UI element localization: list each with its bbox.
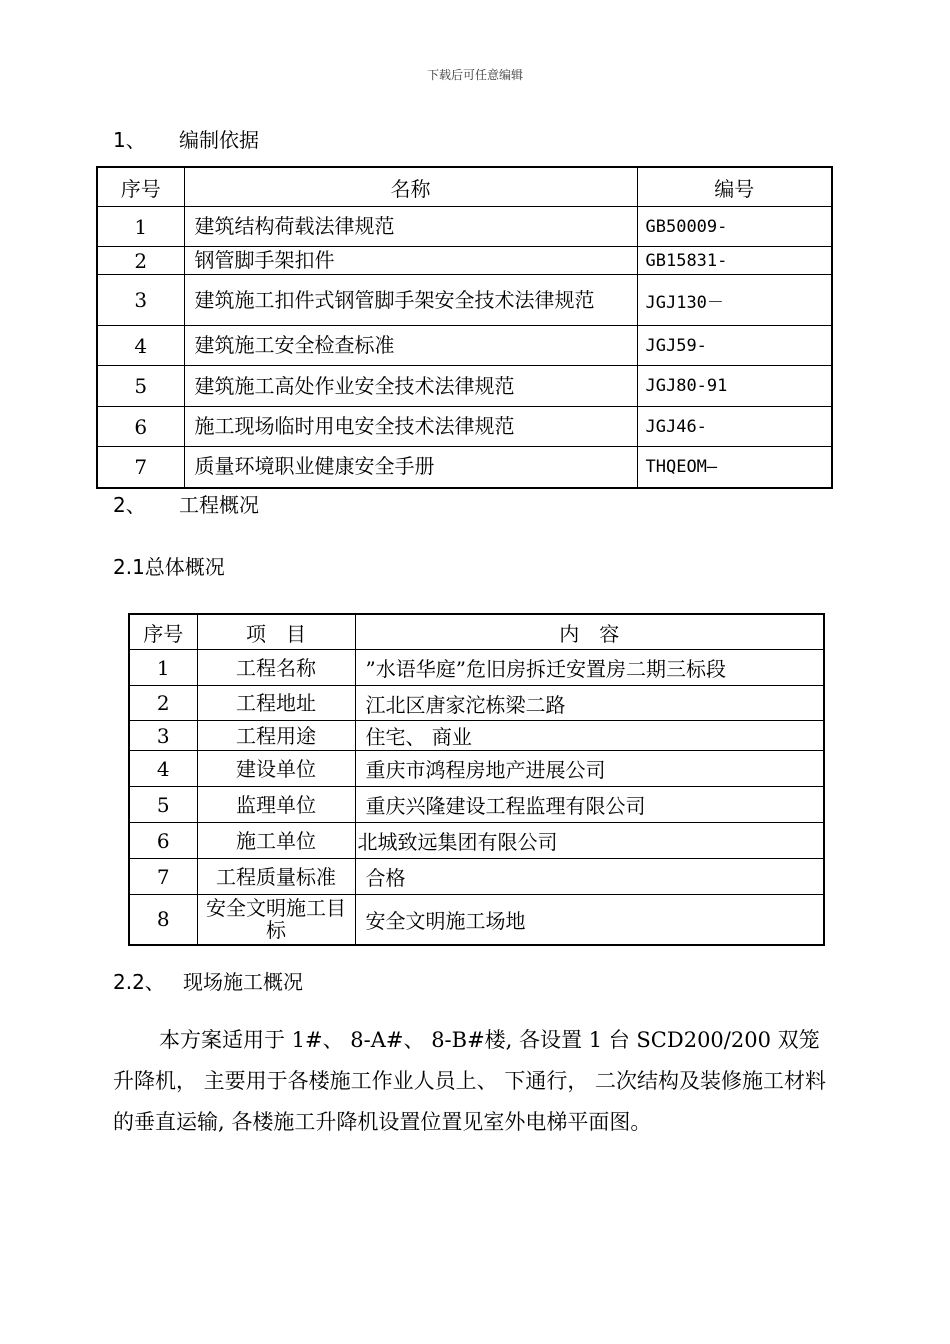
cell-code: GB50009- [637, 207, 832, 247]
cell-name: 建筑结构荷载法律规范 [184, 207, 637, 247]
body-paragraph [113, 1020, 838, 1143]
table-row [97, 447, 832, 488]
table-row [129, 650, 824, 686]
table-row [129, 686, 824, 721]
paragraph-text: 本方案适用于 1#、 8-A#、 8-B#楼, 各设置 1 台 SCD200/200 双笼升降机， 主要用于各楼施工作业人员上、 下通行， 二次结构及装修施工材料的垂直运输, 各楼施工升降机设置位置见室外电梯平面图。 [113, 1028, 827, 1134]
cell-code: GB15831- [637, 247, 832, 275]
column-header: 序号 [129, 614, 197, 650]
table-header-row [97, 167, 832, 207]
table-row [97, 275, 832, 326]
table-row [97, 207, 832, 247]
cell-content: 重庆兴隆建设工程监理有限公司 [355, 787, 824, 823]
cell-no: 7 [129, 859, 197, 895]
column-header: 项 目 [197, 614, 355, 650]
cell-content: 合格 [355, 859, 824, 895]
cell-no: 4 [97, 326, 184, 366]
cell-content: ”水语华庭”危旧房拆迁安置房二期三标段 [355, 650, 824, 686]
cell-item: 安全文明施工目标 [197, 895, 355, 945]
page-header: 下载后可任意编辑 [426, 68, 523, 82]
cell-no: 3 [129, 721, 197, 751]
cell-no: 3 [97, 275, 184, 326]
cell-no: 6 [97, 407, 184, 447]
table-row [129, 859, 824, 895]
table-header-row [129, 614, 824, 650]
cell-no: 1 [97, 207, 184, 247]
column-header: 序号 [97, 167, 184, 207]
section-number: 1、 [113, 128, 146, 152]
cell-code: JGJ59- [637, 326, 832, 366]
table-row [129, 787, 824, 823]
cell-content: 重庆市鸿程房地产进展公司 [355, 751, 824, 787]
cell-content: 住宅、 商业 [355, 721, 824, 751]
table-row [129, 895, 824, 945]
cell-no: 2 [129, 686, 197, 721]
section-heading-2-1: 2.1总体概况 [113, 555, 225, 579]
table-row [97, 366, 832, 407]
section-heading-2-2 [113, 966, 303, 995]
section-title: 编制依据 [179, 128, 259, 152]
section-number: 2.2、 [113, 970, 165, 994]
cell-content: 江北区唐家沱栋梁二路 [355, 686, 824, 721]
cell-code: JGJ130－ [637, 275, 832, 326]
cell-code: THQEOM— [637, 447, 832, 488]
cell-item: 建设单位 [197, 751, 355, 787]
section-title: 工程概况 [179, 493, 259, 517]
cell-item: 工程质量标准 [197, 859, 355, 895]
cell-item: 工程名称 [197, 650, 355, 686]
cell-item: 工程地址 [197, 686, 355, 721]
table-row [129, 721, 824, 751]
section-heading-1 [113, 124, 259, 153]
cell-name: 钢管脚手架扣件 [184, 247, 637, 275]
table-row [97, 247, 832, 275]
cell-item: 工程用途 [197, 721, 355, 751]
cell-name: 施工现场临时用电安全技术法律规范 [184, 407, 637, 447]
column-header: 名称 [184, 167, 637, 207]
cell-name: 质量环境职业健康安全手册 [184, 447, 637, 488]
section-heading-2 [113, 489, 259, 518]
section-title: 现场施工概况 [183, 970, 303, 994]
cell-code: JGJ46- [637, 407, 832, 447]
basis-table [96, 166, 833, 489]
table-row [129, 751, 824, 787]
cell-content: 安全文明施工场地 [355, 895, 824, 945]
cell-no: 5 [97, 366, 184, 407]
cell-content: 北城致远集团有限公司 [355, 823, 824, 859]
cell-name: 建筑施工安全检查标准 [184, 326, 637, 366]
table-row [97, 407, 832, 447]
cell-item: 监理单位 [197, 787, 355, 823]
cell-no: 4 [129, 751, 197, 787]
cell-name: 建筑施工高处作业安全技术法律规范 [184, 366, 637, 407]
cell-no: 1 [129, 650, 197, 686]
cell-no: 6 [129, 823, 197, 859]
table-row [129, 823, 824, 859]
section-number: 2、 [113, 493, 146, 517]
cell-no: 8 [129, 895, 197, 945]
column-header: 内 容 [355, 614, 824, 650]
cell-no: 2 [97, 247, 184, 275]
overview-table [128, 613, 825, 946]
cell-no: 7 [97, 447, 184, 488]
table-row [97, 326, 832, 366]
cell-item: 施工单位 [197, 823, 355, 859]
column-header: 编号 [637, 167, 832, 207]
cell-name: 建筑施工扣件式钢管脚手架安全技术法律规范 [184, 275, 637, 326]
cell-no: 5 [129, 787, 197, 823]
cell-code: JGJ80-91 [637, 366, 832, 407]
